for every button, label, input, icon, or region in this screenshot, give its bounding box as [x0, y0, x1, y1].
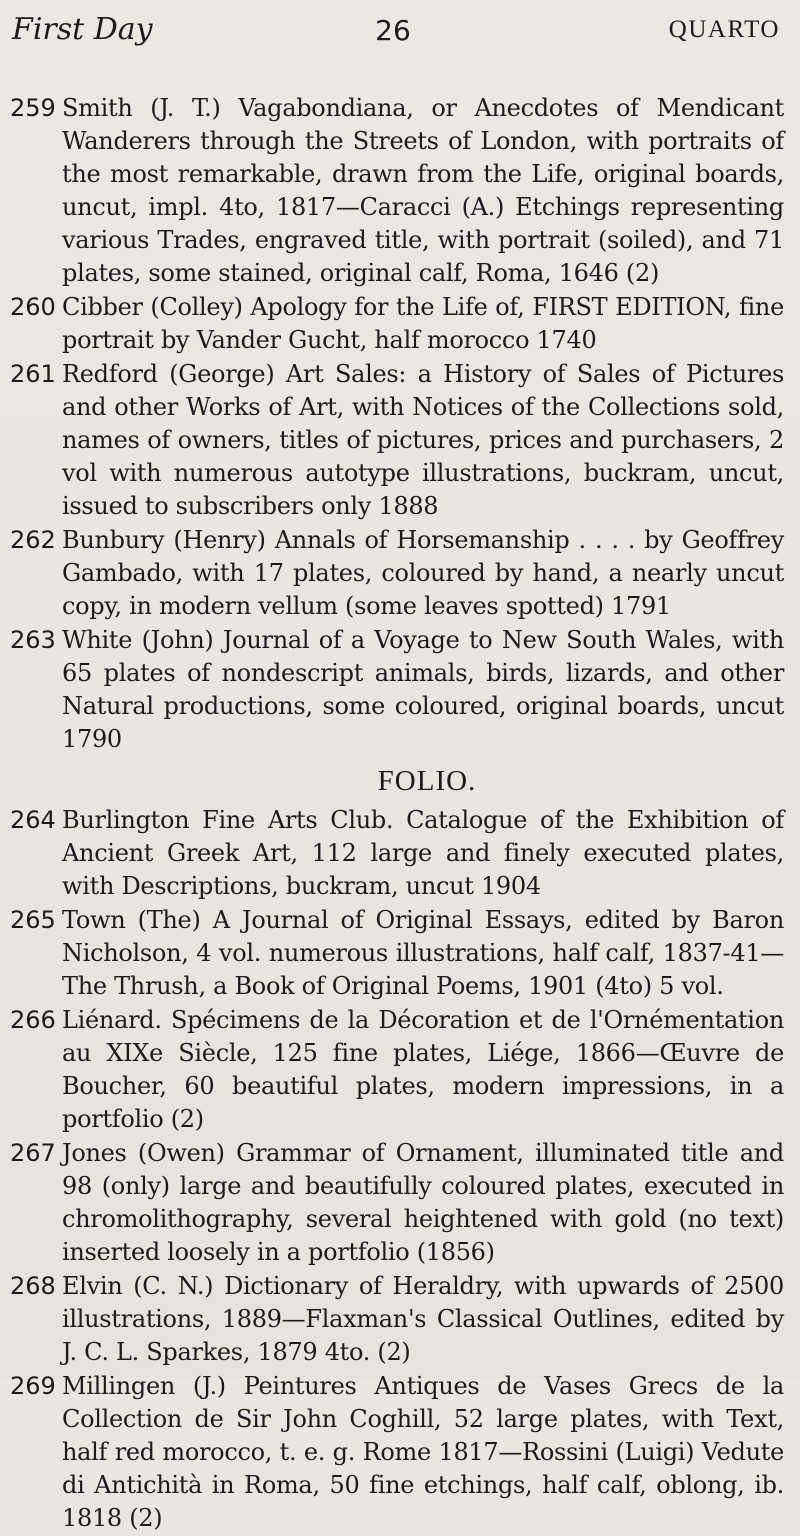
lot-description: Burlington Fine Arts Club. Catalogue of the Exhibition of Ancient Greek Art, 112 large and finely executed plates, with Descriptions, buckram, uncut 1904: [62, 806, 784, 900]
lot-description: White (John) Journal of a Voyage to New South Wales, with 65 plates of nondescript animals, birds, lizards, and other Natural productions, some coloured, original boards, uncut 1790: [62, 626, 784, 753]
running-head-day: First Day: [12, 12, 153, 47]
lot-number: 259: [10, 94, 56, 122]
lot-entry-266: [0, 1004, 784, 1136]
lot-description: Town (The) A Journal of Original Essays, edited by Baron Nicholson, 4 vol. numerous illustrations, half calf, 1837-41—The Thrush, a Book of Original Poems, 1901 (4to) 5 vol.: [62, 906, 784, 1000]
lot-number: 263: [10, 626, 56, 654]
lot-number: 261: [10, 360, 56, 388]
lot-entry-269: [0, 1370, 784, 1535]
lot-number: 265: [10, 906, 56, 934]
lot-description: Redford (George) Art Sales: a History of Sales of Pictures and other Works of Art, with Notices of the Collections sold, names of owners, titles of pictures, prices and purchasers, 2 vol with numerous autotype illustrations, buckram, uncut, issued to subscribers only 1888: [62, 360, 784, 520]
lot-description: Bunbury (Henry) Annals of Horsemanship . . . . by Geoffrey Gambado, with 17 plates, coloured by hand, a nearly uncut copy, in modern vellum (some leaves spotted) 1791: [62, 526, 784, 620]
lot-number: 267: [10, 1139, 56, 1167]
lot-number: 269: [10, 1372, 56, 1400]
section-heading-folio: FOLIO.: [377, 765, 477, 797]
lot-description: Liénard. Spécimens de la Décoration et de l'Ornémentation au XIXe Siècle, 125 fine plates, Liége, 1866—Œuvre de Boucher, 60 beautiful plates, modern impressions, in a portfolio (2): [62, 1006, 784, 1133]
running-head: [6, 12, 780, 52]
catalogue-entries: [0, 92, 784, 1536]
lot-number: 262: [10, 526, 56, 554]
lot-entry-268: [0, 1270, 784, 1369]
lot-entry-261: [0, 358, 784, 523]
lot-description: Jones (Owen) Grammar of Ornament, illuminated title and 98 (only) large and beautifully coloured plates, executed in chromolithography, several heightened with gold (no text) inserted loosely in a portfolio (1856): [62, 1139, 784, 1266]
page-number: 26: [375, 14, 411, 47]
lot-description: Millingen (J.) Peintures Antiques de Vases Grecs de la Collection de Sir John Coghill, 52 large plates, with Text, half red morocco, t. e. g. Rome 1817—Rossini (Luigi) Vedute di Antichità in Roma, 50 fine etchings, half calf, oblong, ib. 1818 (2): [62, 1372, 784, 1532]
lot-entry-267: [0, 1137, 784, 1269]
lot-number: 260: [10, 293, 56, 321]
lot-description: Smith (J. T.) Vagabondiana, or Anecdotes of Mendicant Wanderers through the Streets of London, with portraits of the most remarkable, drawn from the Life, original boards, uncut, impl. 4to, 1817—Caracci (A.) Etchings representing various Trades, engraved title, with portrait (soiled), and 71 plates, some stained, original calf, Roma, 1646 (2): [62, 94, 784, 287]
lot-entry-264: [0, 804, 784, 903]
lot-entry-265: [0, 904, 784, 1003]
lot-entry-263: [0, 624, 784, 756]
lot-entry-259: [0, 92, 784, 290]
lot-entry-262: [0, 524, 784, 623]
lot-description: Elvin (C. N.) Dictionary of Heraldry, with upwards of 2500 illustrations, 1889—Flaxman's Classical Outlines, edited by J. C. L. Sparkes, 1879 4to. (2): [62, 1272, 784, 1366]
lot-entry-260: [0, 291, 784, 357]
lot-description: Cibber (Colley) Apology for the Life of, FIRST EDITION, fine portrait by Vander Gucht, half morocco 1740: [62, 293, 784, 354]
lot-number: 264: [10, 806, 56, 834]
lot-number: 266: [10, 1006, 56, 1034]
lot-number: 268: [10, 1272, 56, 1300]
running-head-format: QUARTO: [668, 16, 780, 43]
